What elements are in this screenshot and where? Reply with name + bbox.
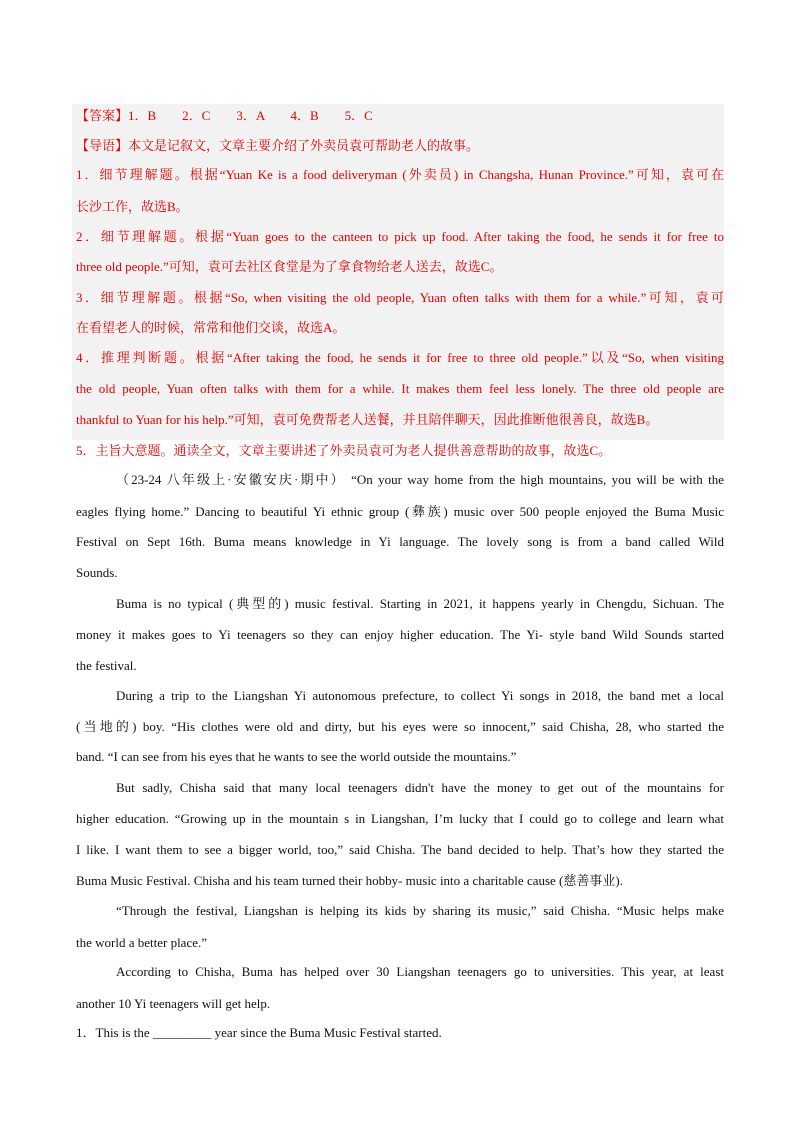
- explanation-q2-line1: 2．细节理解题。根据“Yuan goes to the canteen to pick up food. After taking the food, he sends it for free to: [76, 229, 724, 244]
- explanation-q2-line2: three old people.”可知，袁可去社区食堂是为了拿食物给老人送去，故选C。: [76, 259, 503, 274]
- explanation-q4-line2: the old people, Yuan often talks with them for a while. It makes them feel less lonely. The three old people are: [76, 381, 724, 396]
- passage-p4-line3: I like. I want them to see a bigger world, too,” said Chisha. The band decided to help. That’s how they started the: [76, 842, 724, 857]
- explanation-q4-line1: 4．推理判断题。根据“After taking the food, he sends it for free to three old people.”以及“So, when visiting: [76, 350, 724, 365]
- passage-p4-line4: Buma Music Festival. Chisha and his team turned their hobby- music into a charitable cause (慈善事业).: [76, 873, 623, 888]
- passage-p6-line1: According to Chisha, Buma has helped over 30 Liangshan teenagers go to universities. This year, at least: [116, 964, 724, 979]
- passage-p2-line3: the festival.: [76, 658, 137, 673]
- passage-p5-line2: the world a better place.”: [76, 935, 208, 950]
- passage-p5-line1: “Through the festival, Liangshan is helping its kids by sharing its music,” said Chisha. “Music helps make: [116, 903, 724, 918]
- passage-p3-line3: band. “I can see from his eyes that he wants to see the world outside the mountains.”: [76, 749, 517, 764]
- passage-p3-line2: (当地的) boy. “His clothes were old and dirty, but his eyes were so innocent,” said Chisha, 28, who started the: [76, 719, 724, 734]
- passage-p6-line2: another 10 Yi teenagers will get help.: [76, 996, 271, 1011]
- answer-header: 【答案】1．B 2．C 3．A 4．B 5．C: [76, 108, 373, 123]
- explanation-q1-line2: 长沙工作，故选B。: [76, 199, 189, 214]
- guide-text: 【导语】本文是记叙文，文章主要介绍了外卖员袁可帮助老人的故事。: [76, 138, 480, 153]
- question-1: 1．This is the _________ year since the Buma Music Festival started.: [76, 1025, 442, 1040]
- explanation-q3-line2: 在看望老人的时候，常常和他们交谈，故选A。: [76, 320, 346, 335]
- passage-p4-line2: higher education. “Growing up in the mountain s in Liangshan, I’m lucky that I could go to college and learn what: [76, 811, 724, 826]
- explanation-q1-line1: 1．细节理解题。根据“Yuan Ke is a food deliveryman (外卖员) in Changsha, Hunan Province.”可知，袁可在: [76, 167, 724, 182]
- passage-p3-line1: During a trip to the Liangshan Yi autonomous prefecture, to collect Yi songs in 2018, the band met a local: [116, 688, 724, 703]
- explanation-q3-line1: 3．细节理解题。根据“So, when visiting the old people, Yuan often talks with them for a while.”可知，袁可: [76, 290, 724, 305]
- explanation-q5-line1: 5．主旨大意题。通读全文，文章主要讲述了外卖员袁可为老人提供善意帮助的故事，故选C。: [76, 443, 612, 458]
- passage-p2-line2: money it makes goes to Yi teenagers so they can enjoy higher education. The Yi- style band Wild Sounds started: [76, 627, 724, 642]
- passage-p1-line1: （23-24 八年级上·安徽安庆·期中） “On your way home from the high mountains, you will be with the: [116, 472, 724, 487]
- passage-p1-line2: eagles flying home.” Dancing to beautiful Yi ethnic group (彝族) music over 500 people enjoyed the Buma Music: [76, 504, 724, 519]
- passage-p2-line1: Buma is no typical (典型的) music festival. Starting in 2021, it happens yearly in Chengdu, Sichuan. The: [116, 596, 724, 611]
- passage-p1-line4: Sounds.: [76, 565, 118, 580]
- passage-p1-line3: Festival on Sept 16th. Buma means knowledge in Yi language. The lovely song is from a band called Wild: [76, 534, 724, 549]
- explanation-q4-line3: thankful to Yuan for his help.”可知，袁可免费帮老人送餐，并且陪伴聊天，因此推断他很善良，故选B。: [76, 412, 659, 427]
- passage-p4-line1: But sadly, Chisha said that many local teenagers didn't have the money to get out of the mountains for: [116, 780, 724, 795]
